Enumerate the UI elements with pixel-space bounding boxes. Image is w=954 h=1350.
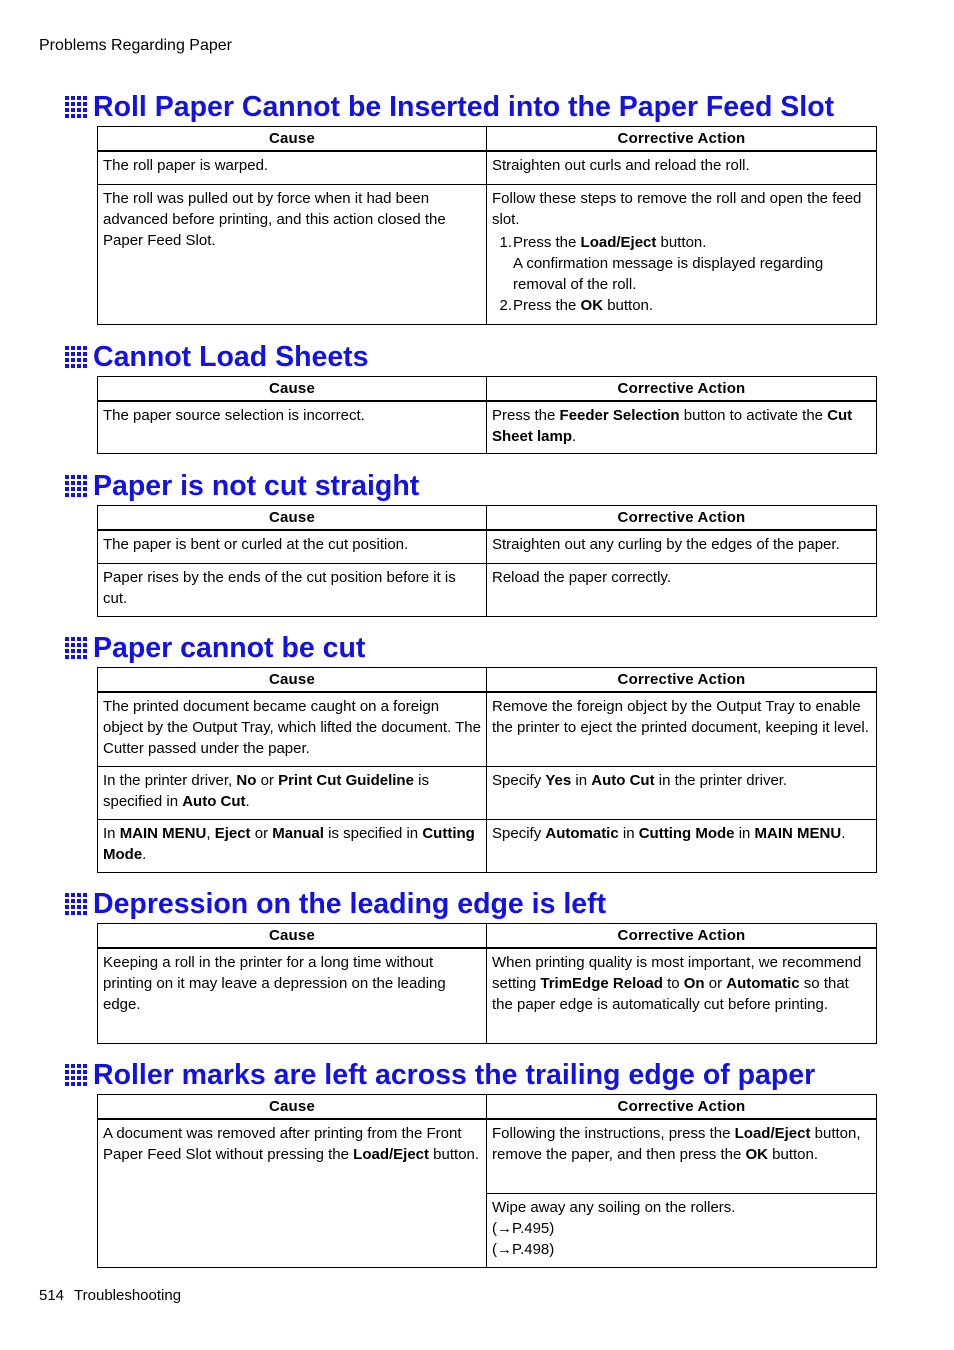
text-run: Reload the paper correctly. — [492, 568, 671, 586]
section-table — [97, 1094, 877, 1268]
grid-icon — [64, 95, 88, 119]
action-text — [492, 770, 871, 791]
header-row — [98, 924, 877, 949]
grid-icon-square — [71, 108, 75, 112]
action-header: Corrective Action — [487, 668, 877, 693]
section-table — [97, 505, 877, 617]
page-reference-link[interactable]: (→P.498) — [492, 1240, 555, 1258]
grid-icon-square — [83, 655, 87, 659]
grid-icon-square — [65, 1082, 69, 1086]
grid-icon-square — [71, 358, 75, 362]
text-run: Press the — [513, 296, 581, 314]
bold-term: Load/Eject — [353, 1146, 430, 1163]
text-run: or — [250, 824, 273, 842]
cause-cell — [98, 401, 487, 454]
cause-header: Cause — [98, 668, 487, 693]
grid-icon-square — [83, 1082, 87, 1086]
grid-icon-square — [77, 655, 81, 659]
bold-term: OK — [745, 1146, 768, 1163]
grid-icon-square — [83, 108, 87, 112]
grid-icon-square — [71, 475, 75, 479]
grid-icon-square — [71, 346, 75, 350]
text-run: Specify — [492, 824, 546, 842]
page-number: 514 — [39, 1287, 65, 1304]
section-heading — [64, 1058, 815, 1092]
grid-icon-square — [71, 649, 75, 653]
grid-icon-square — [77, 1076, 81, 1080]
grid-icon-square — [77, 649, 81, 653]
section-heading — [64, 90, 834, 124]
step-note: A confirmation message is displayed regarding removal of the roll. — [513, 254, 824, 293]
grid-icon-square — [65, 102, 69, 106]
table-row — [98, 530, 877, 563]
text-run: . — [841, 824, 846, 842]
grid-icon-square — [65, 893, 69, 897]
grid-icon-square — [83, 481, 87, 485]
section-title: Depression on the leading edge is left — [93, 888, 607, 920]
header-row — [98, 127, 877, 152]
grid-icon-square — [71, 637, 75, 641]
grid-icon-square — [71, 655, 75, 659]
grid-icon-square — [65, 911, 69, 915]
action-text — [492, 952, 871, 1015]
bold-term: Cut Sheet lamp — [492, 407, 853, 445]
text-run: Following the instructions, press the — [492, 1125, 735, 1142]
text-run: . — [142, 845, 147, 863]
header-row — [98, 506, 877, 531]
grid-icon-square — [71, 899, 75, 903]
text-run: or — [704, 975, 727, 992]
text-run: A document was removed after printing from the Front Paper Feed Slot without pressing the — [103, 1125, 462, 1163]
grid-icon-square — [65, 475, 69, 479]
grid-icon-square — [65, 643, 69, 647]
text-run: . — [572, 428, 577, 445]
text-run: button to activate the — [679, 407, 828, 424]
cause-cell — [98, 948, 487, 1043]
grid-icon-square — [77, 1070, 81, 1074]
grid-icon-square — [71, 1082, 75, 1086]
step-number: 2. — [499, 296, 512, 314]
grid-icon-square — [71, 487, 75, 491]
grid-icon-square — [83, 649, 87, 653]
bold-term: Load/Eject — [580, 233, 657, 251]
grid-icon-square — [71, 102, 75, 106]
section-heading — [64, 631, 365, 665]
grid-icon-square — [71, 352, 75, 356]
action-text — [492, 1197, 871, 1218]
text-run: The paper source selection is incorrect. — [103, 407, 365, 424]
action-cell — [487, 563, 877, 616]
text-run: Remove the foreign object by the Output Tray to enable the printer to eject the printed document, keeping it level. — [492, 698, 869, 736]
grid-icon-square — [77, 114, 81, 118]
page-reference-link[interactable]: (→P.495) — [492, 1219, 555, 1237]
grid-icon-square — [83, 364, 87, 368]
action-header: Corrective Action — [487, 377, 877, 402]
step-body — [513, 295, 871, 316]
bold-term: Cutting Mode — [638, 824, 735, 842]
grid-icon-square — [71, 1064, 75, 1068]
grid-icon-square — [83, 911, 87, 915]
action-cell — [487, 1193, 877, 1267]
text-run: to — [662, 975, 684, 992]
grid-icon — [64, 636, 88, 660]
grid-icon-square — [65, 108, 69, 112]
grid-icon-square — [65, 637, 69, 641]
cause-cell — [98, 530, 487, 563]
cause-cell — [98, 563, 487, 616]
grid-icon-square — [65, 487, 69, 491]
text-run: button. — [768, 1146, 819, 1163]
cause-cell — [98, 1119, 487, 1267]
grid-icon-square — [83, 96, 87, 100]
grid-icon-square — [83, 1064, 87, 1068]
grid-icon-square — [65, 352, 69, 356]
grid-icon-square — [83, 493, 87, 497]
text-run: Press the — [513, 233, 581, 251]
text-run: , — [206, 824, 215, 842]
grid-icon-square — [83, 637, 87, 641]
grid-icon — [64, 1063, 88, 1087]
section-heading — [64, 469, 419, 503]
cause-cell — [98, 692, 487, 766]
grid-icon-square — [77, 1082, 81, 1086]
bold-term: Yes — [545, 771, 572, 789]
step-item — [492, 232, 871, 295]
grid-icon — [64, 474, 88, 498]
grid-icon-square — [65, 493, 69, 497]
action-text — [492, 696, 871, 738]
section-table — [97, 923, 877, 1044]
section-table — [97, 667, 877, 873]
step-list — [492, 232, 871, 316]
step-number: 1. — [499, 233, 512, 251]
bold-term: Eject — [214, 824, 251, 842]
grid-icon-square — [83, 114, 87, 118]
grid-icon-square — [71, 893, 75, 897]
action-header: Corrective Action — [487, 506, 877, 531]
text-run: or — [256, 771, 279, 789]
bold-term: Auto Cut — [182, 792, 246, 810]
header-row — [98, 668, 877, 693]
cause-cell — [98, 151, 487, 184]
action-cell — [487, 692, 877, 766]
action-cell — [487, 401, 877, 454]
grid-icon-square — [77, 475, 81, 479]
text-run: Follow these steps to remove the roll and open the feed slot. — [492, 189, 862, 228]
text-run: Press the — [492, 407, 560, 424]
grid-icon-square — [65, 364, 69, 368]
text-run: button. — [429, 1146, 480, 1163]
grid-icon-square — [71, 1070, 75, 1074]
section-table — [97, 376, 877, 454]
grid-icon-square — [77, 637, 81, 641]
grid-icon-square — [77, 643, 81, 647]
grid-icon-square — [71, 493, 75, 497]
table-row — [98, 563, 877, 616]
grid-icon-square — [65, 96, 69, 100]
text-run: In the printer driver, — [103, 771, 237, 789]
bold-term: TrimEdge Reload — [540, 975, 663, 992]
grid-icon-square — [83, 102, 87, 106]
grid-icon-square — [71, 643, 75, 647]
text-run: is specified in — [323, 824, 423, 842]
grid-icon-square — [83, 1070, 87, 1074]
action-text — [492, 188, 871, 230]
grid-icon-square — [71, 96, 75, 100]
section-title: Roller marks are left across the trailing edge of paper — [93, 1059, 816, 1091]
text-run: is specified in — [103, 771, 429, 810]
grid-icon-square — [65, 1064, 69, 1068]
grid-icon-square — [65, 358, 69, 362]
grid-icon-square — [65, 1076, 69, 1080]
text-run: . — [245, 792, 250, 810]
text-run: When printing quality is most important, we recommend setting — [492, 954, 862, 992]
action-text — [492, 155, 871, 176]
action-cell — [487, 151, 877, 184]
cause-cell — [98, 766, 487, 819]
grid-icon-square — [65, 899, 69, 903]
grid-icon-square — [77, 481, 81, 485]
grid-icon-square — [83, 358, 87, 362]
header-row — [98, 377, 877, 402]
header-row — [98, 1095, 877, 1120]
grid-icon-square — [77, 899, 81, 903]
grid-icon-square — [77, 493, 81, 497]
cause-header: Cause — [98, 127, 487, 152]
section-heading — [64, 887, 606, 921]
grid-icon-square — [77, 364, 81, 368]
table-row — [98, 184, 877, 324]
grid-icon-square — [83, 352, 87, 356]
table-row — [98, 1119, 877, 1193]
grid-icon-square — [77, 96, 81, 100]
bold-term: Automatic — [726, 975, 800, 992]
footer-section: Troubleshooting — [74, 1287, 182, 1304]
bold-term: Automatic — [545, 824, 619, 842]
section-heading — [64, 340, 369, 374]
running-head: Problems Regarding Paper — [39, 37, 232, 54]
grid-icon-square — [65, 1070, 69, 1074]
grid-icon-square — [65, 905, 69, 909]
action-header: Corrective Action — [487, 1095, 877, 1120]
step-body — [513, 232, 871, 295]
grid-icon-square — [83, 487, 87, 491]
text-run: The printed document became caught on a foreign object by the Output Tray, which lifted the document. The Cutter passed under the paper. — [103, 698, 481, 757]
grid-icon-square — [65, 346, 69, 350]
cause-header: Cause — [98, 1095, 487, 1120]
action-text — [492, 1123, 871, 1165]
cause-header: Cause — [98, 924, 487, 949]
text-run: The roll was pulled out by force when it had been advanced before printing, and this action closed the Paper Feed Slot. — [103, 189, 446, 249]
cause-cell — [98, 184, 487, 324]
bold-term: No — [236, 771, 257, 789]
grid-icon-square — [71, 364, 75, 368]
text-run: Straighten out any curling by the edges of the paper. — [492, 536, 840, 553]
cause-header: Cause — [98, 377, 487, 402]
text-run: in — [734, 824, 755, 842]
text-run: Wipe away any soiling on the rollers. — [492, 1198, 736, 1216]
grid-icon-square — [77, 487, 81, 491]
text-run: The paper is bent or curled at the cut position. — [103, 536, 409, 553]
bold-term: Manual — [272, 824, 324, 842]
bold-term: Auto Cut — [591, 771, 655, 789]
action-cell — [487, 1119, 877, 1193]
step-item — [492, 295, 871, 316]
table-row — [98, 151, 877, 184]
grid-icon-square — [71, 905, 75, 909]
grid-icon-square — [77, 911, 81, 915]
table-row — [98, 692, 877, 766]
grid-icon-square — [83, 899, 87, 903]
page-footer — [39, 1287, 181, 1304]
grid-icon-square — [77, 108, 81, 112]
action-cell — [487, 948, 877, 1043]
grid-icon-square — [71, 481, 75, 485]
table-row — [98, 819, 877, 872]
text-run: button. — [603, 296, 654, 314]
cause-cell — [98, 819, 487, 872]
text-run: Paper rises by the ends of the cut position before it is cut. — [103, 568, 456, 607]
action-cell — [487, 530, 877, 563]
text-run: In — [103, 824, 120, 842]
bold-term: MAIN MENU — [754, 824, 842, 842]
grid-icon-square — [83, 905, 87, 909]
grid-icon-square — [65, 655, 69, 659]
grid-icon-square — [77, 352, 81, 356]
text-run: button, remove the paper, and then press the — [492, 1125, 861, 1163]
grid-icon-square — [83, 346, 87, 350]
text-run: button. — [656, 233, 707, 251]
bold-term: MAIN MENU — [119, 824, 207, 842]
grid-icon — [64, 345, 88, 369]
text-run: The roll paper is warped. — [103, 157, 269, 174]
bold-term: On — [683, 975, 705, 992]
bold-term: Cutting Mode — [103, 824, 475, 863]
grid-icon-square — [71, 911, 75, 915]
grid-icon-square — [71, 1076, 75, 1080]
grid-icon-square — [77, 102, 81, 106]
cause-header: Cause — [98, 506, 487, 531]
text-run: in the printer driver. — [654, 771, 788, 789]
text-run: so that the paper edge is automatically cut before printing. — [492, 975, 849, 1013]
grid-icon-square — [65, 114, 69, 118]
bold-term: OK — [580, 296, 604, 314]
section-title: Roll Paper Cannot be Inserted into the Paper Feed Slot — [93, 91, 835, 123]
action-header: Corrective Action — [487, 127, 877, 152]
text-run: in — [571, 771, 592, 789]
grid-icon — [64, 892, 88, 916]
text-run: in — [618, 824, 639, 842]
grid-icon-square — [83, 893, 87, 897]
bold-term: Print Cut Guideline — [278, 771, 414, 789]
grid-icon-square — [65, 481, 69, 485]
action-text — [492, 567, 871, 588]
text-run: Keeping a roll in the printer for a long time without printing on it may leave a depression on the leading edge. — [103, 954, 446, 1013]
grid-icon-square — [77, 346, 81, 350]
text-run: Straighten out curls and reload the roll. — [492, 157, 750, 174]
grid-icon-square — [83, 1076, 87, 1080]
section-title: Cannot Load Sheets — [93, 341, 369, 373]
grid-icon-square — [65, 649, 69, 653]
grid-icon-square — [77, 893, 81, 897]
grid-icon-square — [77, 1064, 81, 1068]
section-title: Paper cannot be cut — [93, 632, 366, 664]
grid-icon-square — [83, 475, 87, 479]
action-text — [492, 534, 871, 555]
grid-icon-square — [71, 114, 75, 118]
section-title: Paper is not cut straight — [93, 470, 420, 502]
bold-term: Load/Eject — [734, 1125, 811, 1142]
action-cell — [487, 819, 877, 872]
action-cell — [487, 184, 877, 324]
text-run: Specify — [492, 771, 546, 789]
table-row — [98, 401, 877, 454]
grid-icon-square — [77, 358, 81, 362]
table-row — [98, 766, 877, 819]
action-header: Corrective Action — [487, 924, 877, 949]
grid-icon-square — [77, 905, 81, 909]
grid-icon-square — [83, 643, 87, 647]
action-text — [492, 823, 871, 844]
action-text — [492, 405, 871, 447]
section-table — [97, 126, 877, 325]
action-cell — [487, 766, 877, 819]
bold-term: Feeder Selection — [559, 407, 680, 424]
table-row — [98, 948, 877, 1043]
